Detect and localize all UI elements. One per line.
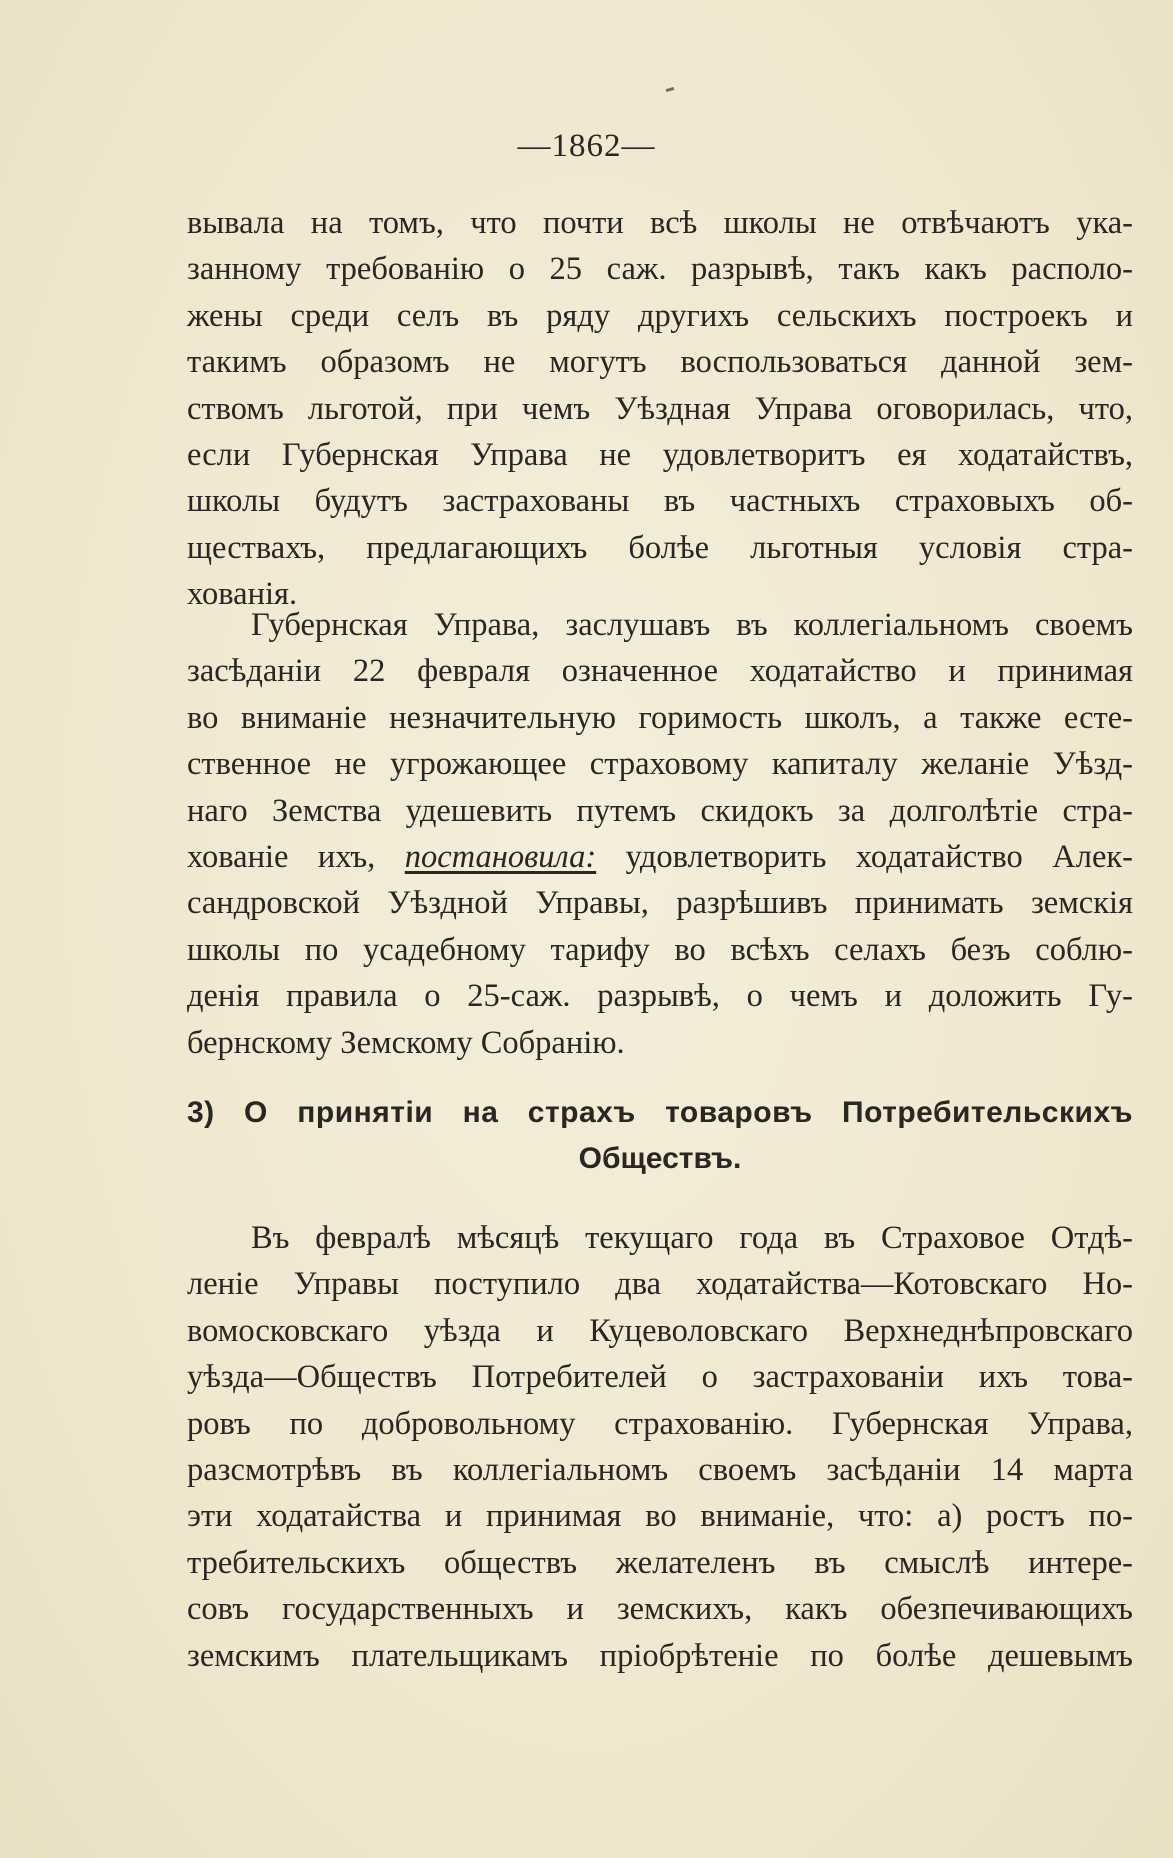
paragraph-1-line: хованія. [187, 576, 298, 613]
section-heading [187, 1090, 1133, 1182]
paragraph-2-line: денія правила о 25-саж. разрывѣ, о чемъ и доложить Гу- [187, 978, 1133, 1015]
paragraph-2-line: школы по усадебному тарифу во всѣхъ селахъ безъ соблю- [187, 931, 1133, 968]
paragraph-1-line: ствомъ льготой, при чемъ Уѣздная Управа оговорилась, что, [187, 390, 1133, 427]
paragraph-3-line: леніе Управы поступило два ходатайства—Котовскаго Но- [187, 1266, 1133, 1303]
decree-line-prefix: хованіе ихъ, [187, 838, 405, 875]
paragraph-3-line: земскимъ плательщикамъ пріобрѣтеніе по болѣе дешевымъ [187, 1637, 1133, 1674]
paragraph-1-line: такимъ образомъ не могутъ воспользоваться данной зем- [187, 344, 1133, 381]
paragraph-1-line: жены среди селъ въ ряду другихъ сельскихъ построекъ и [187, 297, 1133, 334]
paragraph-3-line: Въ февралѣ мѣсяцѣ текущаго года въ Страховое Отдѣ- [251, 1220, 1133, 1256]
section-heading-line-1: 3) О принятіи на страхъ товаровъ Потребительскихъ [187, 1096, 1133, 1129]
paragraph-2-line: бернскому Земскому Собранію. [187, 1024, 625, 1061]
paragraph-3-line: уѣзда—Обществъ Потребителей о застрахованіи ихъ това- [187, 1359, 1133, 1396]
paragraph-2-line: во вниманіе незначительную горимость школъ, а также есте- [187, 699, 1133, 736]
paragraph-3 [187, 1215, 1133, 1679]
paragraph-1-line: вывала на томъ, что почти всѣ школы не отвѣчаютъ ука- [187, 205, 1133, 241]
paragraph-1-line: ществахъ, предлагающихъ болѣе льготныя условія стра- [187, 529, 1133, 566]
paragraph-1-line: занному требованію о 25 саж. разрывѣ, такъ какъ располо- [187, 251, 1133, 288]
paragraph-3-line: эти ходатайства и принимая во вниманіе, что: а) ростъ по- [187, 1498, 1133, 1535]
paragraph-2 [187, 602, 1133, 1066]
decree-word: постановила: [404, 838, 597, 875]
paragraph-2-line: Губернская Управа, заслушавъ въ коллегіальномъ своемъ [251, 607, 1133, 643]
paragraph-1-line: если Губернская Управа не удовлетворитъ ея ходатайствъ, [187, 436, 1133, 473]
paragraph-3-line: требительскихъ обществъ желателенъ въ смыслѣ интере- [187, 1544, 1133, 1581]
paragraph-1-line: школы будутъ застрахованы въ частныхъ страховыхъ об- [187, 483, 1133, 520]
section-heading-line-2: Обществъ. [578, 1142, 742, 1175]
decree-line-suffix: удовлетворить ходатайство Алек- [596, 838, 1133, 875]
paragraph-2-decree-line [187, 834, 1133, 880]
page-number: —1862— [517, 128, 656, 164]
paragraph-2-line: наго Земства удешевить путемъ скидокъ за долголѣтіе стра- [187, 792, 1133, 829]
paragraph-3-line: разсмотрѣвъ въ коллегіальномъ своемъ засѣданіи 14 марта [187, 1451, 1133, 1488]
paragraph-2-line: засѣданіи 22 февраля означенное ходатайство и принимая [187, 653, 1133, 690]
paragraph-3-line: ровъ по добровольному страхованію. Губернская Управа, [187, 1405, 1133, 1442]
paragraph-2-line: сандровской Уѣздной Управы, разрѣшивъ принимать земскія [187, 885, 1133, 922]
print-mark [666, 87, 675, 92]
paragraph-3-line: совъ государственныхъ и земскихъ, какъ обезпечивающихъ [187, 1591, 1133, 1628]
paragraph-3-line: вомосковскаго уѣзда и Куцеволовскаго Верхнеднѣпровскаго [187, 1312, 1133, 1349]
paragraph-1 [187, 200, 1133, 618]
paragraph-2-line: ственное не угрожающее страховому капиталу желаніе Уѣзд- [187, 746, 1133, 783]
